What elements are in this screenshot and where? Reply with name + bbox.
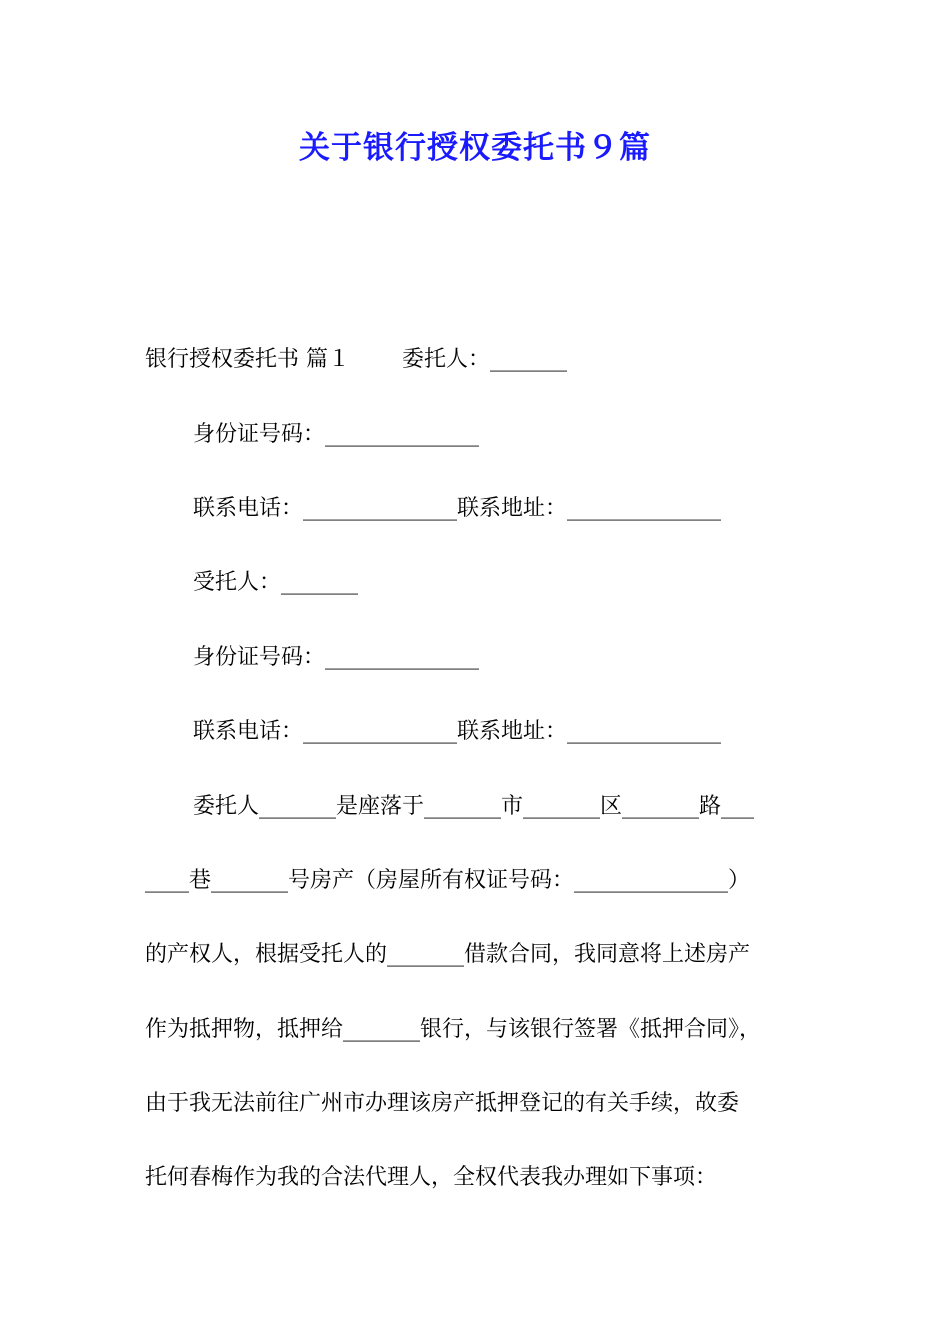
- section-heading: 银行授权委托书 篇１: [145, 347, 350, 372]
- body-paragraph-line: 的产权人，根据受托人的_______借款合同，我同意将上述房产: [145, 942, 751, 967]
- body-paragraph-line: 作为抵押物，抵押给_______银行，与该银行签署《抵押合同》，: [145, 1017, 762, 1042]
- principal-field: 委托人：_______: [402, 347, 568, 372]
- body-paragraph-line: ____巷_______号房产（房屋所有权证号码：______________）: [145, 868, 751, 893]
- body-paragraph-line: 由于我无法前往广州市办理该房产抵押登记的有关手续，故委: [145, 1091, 740, 1116]
- section-heading-line: [145, 345, 567, 375]
- document-title: 关于银行授权委托书９篇: [299, 130, 651, 166]
- principal-contact-line: 联系电话：______________联系地址：______________: [193, 496, 722, 521]
- agent-id-field: 身份证号码：______________: [193, 645, 480, 670]
- principal-id-field: 身份证号码：______________: [193, 422, 480, 447]
- agent-field: 受托人：_______: [193, 570, 359, 595]
- agent-contact-line: 联系电话：______________联系地址：______________: [193, 719, 722, 744]
- body-paragraph-line: 托何春梅作为我的合法代理人，全权代表我办理如下事项：: [145, 1165, 718, 1190]
- body-paragraph-line: 委托人_______是座落于_______市_______区_______路___: [193, 794, 755, 819]
